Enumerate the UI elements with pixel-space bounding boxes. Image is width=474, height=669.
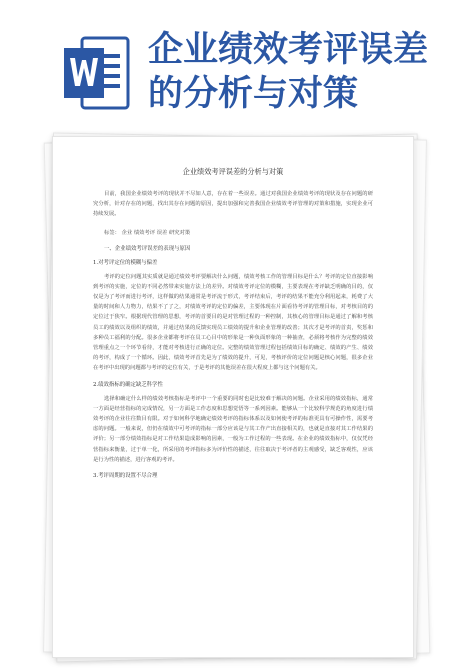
abstract-paragraph: 目前，我国企业绩效考评的现状并不尽如人意，存在着一些误差。通过对我国企业绩效考评的现状及存在问题的研究分析，针对存在的问题，找出其存在问题的原因，提出加强和完善我国企业绩效考评管理的对策和措施，实现企业可持续发展。 <box>93 191 373 218</box>
document-content <box>93 167 373 485</box>
header-banner <box>0 0 474 140</box>
body-paragraph: 选择和确定什么样的绩效考核指标是考评中一个重要的同时也是比较难于解决的问题。企业采用的绩效指标，通常一方面是经营指标的完成情况，另一方面是工作态度和思想觉悟等一系列因素。能够从一个比较科学规范的角度进行绩效考评的企业往往数目有限。对于如何科学地确定绩效考评的指标体系以及如何使考评的标准更具有可操作性，需要考虑的问题。一般来说，但仍在绩效中可考评的指标一部分应该是与其工作产出直接相关的，也就是直接对其工作结果的评价；另一部分绩效指标是对工作结果造成影响的因素，一般为工作过程的一些表现。在企业的绩效指标中，仅仅凭经营指标来衡量，过于单一化，所采用的考评指标多为评价性的描述，往往取决于考评者的主观感受，缺乏客观性，应该是行为性的描述，进行客观的考评。 <box>93 395 373 463</box>
headline-line2: 的分析与对策 <box>148 74 359 114</box>
subsection-heading: 3.考评周期的设置不尽合理 <box>93 473 158 480</box>
keywords-line: 标签： 企业 绩效考评 误差 研究对策 <box>104 229 191 236</box>
word-document-icon <box>64 34 130 112</box>
paper-stack <box>40 130 432 660</box>
subsection-heading: 1.对考评定位的模糊与偏差 <box>93 259 158 266</box>
document-page <box>52 136 414 658</box>
headline-line1: 企业绩效考评误差 <box>148 30 429 70</box>
subsection-heading: 2.绩效指标的确定缺乏科学性 <box>93 381 163 388</box>
document-title: 企业绩效考评误差的分析与对策 <box>182 167 284 176</box>
body-paragraph: 考评的定位问题其实质就是通过绩效考评要解决什么问题，绩效考核工作的管理目标是什么？考评的定位直接影响到考评的实施，定位的不同必然带来实施方法上的差异。对绩效考评定位的模糊，主要表现在考评缺乏明确的目的，仅仅是为了考评而进行考评，这样做的结果通常是考评流于形式，考评结束后，考评的结果不能充分利用起来，耗费了大量的时间和人力物力，结果不了了之，对绩效考评的定位的偏差，主要体现在片面看待考评的管理目标，对考核目的的定位过于狭窄。根据现代管理的思想，考评的首要目的是对管理过程的一种控制，其核心的管理目标是通过了解和考核员工的绩效以及组织的绩效，并通过结果的反馈实现员工绩效的提升和企业管理的改善；其次才是考评的首责，奖惩和多种员工福利的分配。很多企业都将考评在员工心目中的形象是一种负面形象的一种抽查，必须将考核作为完整的绩效管理重点之一个环节看待，才能对考核进行正确的定位。完整的绩效管理过程包括绩效目标的确定、绩效的产生、绩效的考评，构成了一个循环。因此，绩效考评首先是为了绩效的提升，可见，考核评价的定位问题是核心问题，很多企业在考评中出现的问题都与考评的定位有关，于是考评的其他误差在很大程度上都与这个问题有关。 <box>93 273 373 372</box>
headline <box>148 28 464 116</box>
section-heading: 一、企业绩效考评误差的表现与原因 <box>104 245 191 252</box>
